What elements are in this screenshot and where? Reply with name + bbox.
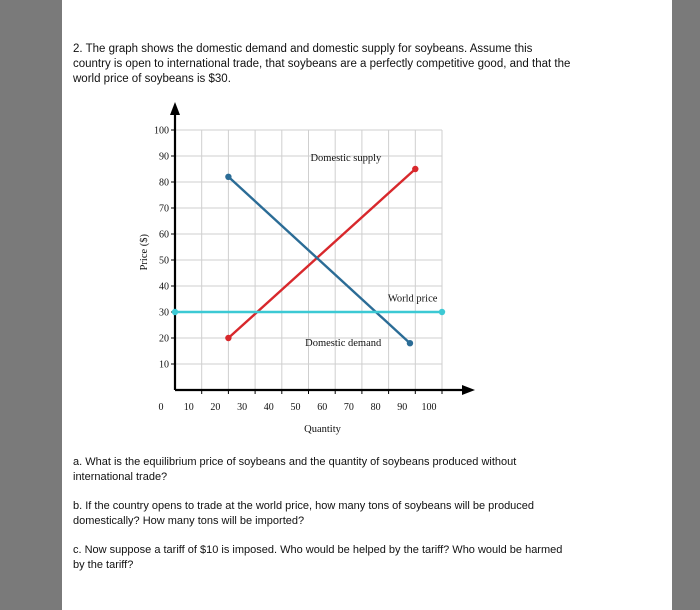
world-price-endpoint [439,309,445,315]
domestic-demand-endpoint [225,174,231,180]
x-tick-label: 90 [397,402,408,413]
price-quantity-chart [62,0,672,450]
domestic-supply-label: Domestic supply [310,153,382,165]
origin-label: 0 [158,402,164,413]
x-tick-label: 20 [210,402,221,413]
y-tick-label: 50 [159,255,169,267]
world-price-label: World price [387,293,438,305]
y-tick-label: 80 [159,177,169,189]
y-tick-label: 60 [159,229,169,241]
x-tick-label: 10 [183,402,194,413]
x-tick-label: 60 [317,402,328,413]
y-tick-label: 70 [159,203,169,215]
x-tick-label: 100 [421,402,437,413]
y-tick-label: 20 [159,333,169,345]
question-part-b: b. If the country opens to trade at the world price, how many tons of soybeans will be produced domestically? How many tons will be imported? [73,500,535,527]
x-axis-label: Quantity [304,424,341,435]
question-part-a: a. What is the equilibrium price of soybeans and the quantity of soybeans produced without international trade? [73,456,517,483]
axes [170,102,475,395]
y-axis-label: Price ($) [139,233,150,271]
domestic-supply-endpoint [225,335,231,341]
domestic-demand-endpoint [407,340,413,346]
x-tick-label: 80 [370,402,381,413]
x-tick-label: 70 [343,402,354,413]
question-intro: 2. The graph shows the domestic demand and domestic supply for soybeans. Assume this country is open to international trade, that soybeans are a perfectly competitive good, and that the world price of soybeans is $30. [73,43,571,85]
y-tick-label: 10 [159,359,169,371]
y-tick-label: 40 [159,281,169,293]
x-tick-label: 30 [237,402,248,413]
y-axis-arrow [170,102,180,115]
x-axis-arrow [462,385,475,395]
x-tick-label: 40 [263,402,274,413]
y-tick-label: 30 [159,307,169,319]
y-tick-label: 100 [154,125,169,137]
domestic-supply-endpoint [412,166,418,172]
tick-labels [154,126,437,414]
domestic-demand-label: Domestic demand [305,337,382,349]
x-tick-label: 50 [290,402,301,413]
world-price-endpoint [172,309,178,315]
y-tick-label: 90 [159,151,169,163]
question-part-c: c. Now suppose a tariff of $10 is imposed. Who would be helped by the tariff? Who would be harmed by the tariff? [73,544,563,571]
grid [175,130,442,390]
